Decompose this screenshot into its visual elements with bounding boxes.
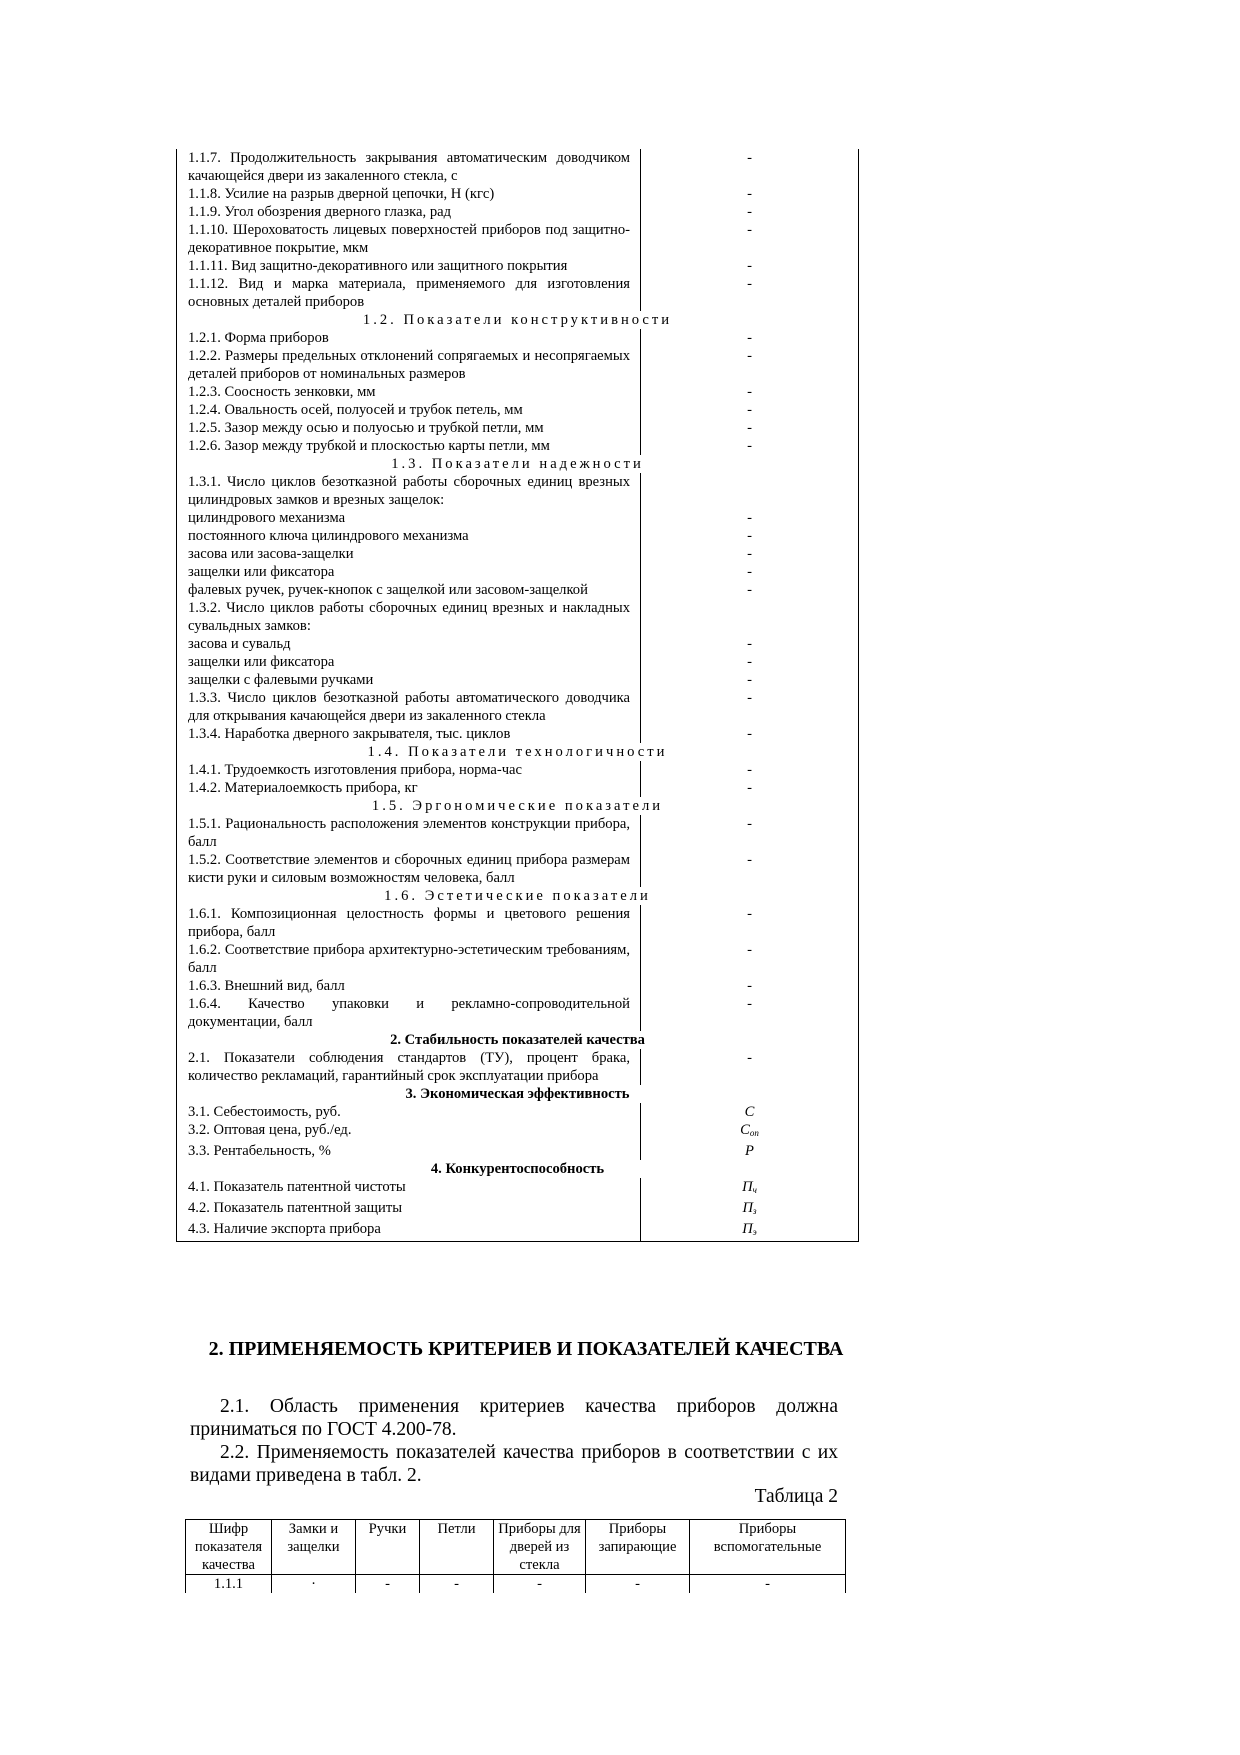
indicator-value	[641, 419, 859, 437]
column-header: Петли	[420, 1520, 494, 1575]
indicator-name: 1.1.12. Вид и марка материала, применяемого для изготовления основных деталей приборов	[177, 275, 641, 311]
indicator-name: 3.3. Рентабельность, %	[177, 1142, 641, 1160]
value-subscript: з	[753, 1206, 757, 1216]
table-row	[177, 545, 859, 563]
value-symbol: -	[747, 222, 752, 238]
indicator-value	[641, 527, 859, 545]
table-row	[177, 1199, 859, 1220]
table-row	[177, 1121, 859, 1142]
table-row	[177, 581, 859, 599]
value-symbol: -	[747, 582, 752, 598]
table-row	[177, 599, 859, 635]
value-symbol: -	[747, 186, 752, 202]
table-row	[177, 509, 859, 527]
table-row	[177, 419, 859, 437]
indicator-name: 1.4.2. Материалоемкость прибора, кг	[177, 779, 641, 797]
value-symbol: -	[747, 672, 752, 688]
quality-indicators-table	[176, 149, 859, 1242]
column-header: Приборы запирающие	[586, 1520, 690, 1575]
indicator-name: 1.2.4. Овальность осей, полуосей и трубок петель, мм	[177, 401, 641, 419]
indicator-value	[641, 1103, 859, 1121]
indicator-name: засова или засова-защелки	[177, 545, 641, 563]
value-subscript: э	[752, 1227, 757, 1237]
indicator-name: засова и сувальд	[177, 635, 641, 653]
column-header: Шифр показателя качества	[186, 1520, 272, 1575]
indicator-value	[641, 563, 859, 581]
paragraph-2-2: 2.2. Применяемость показателей качества приборов в соответствии с их видами приведена в табл. 2.	[190, 1442, 838, 1486]
table-row	[177, 977, 859, 995]
table-row	[177, 635, 859, 653]
indicator-value	[641, 851, 859, 887]
indicator-value	[641, 1049, 859, 1085]
table-row	[177, 851, 859, 887]
table-row	[177, 671, 859, 689]
value-symbol: -	[747, 996, 752, 1012]
indicator-value	[641, 905, 859, 941]
value-symbol: -	[747, 780, 752, 796]
indicator-value	[641, 725, 859, 743]
value-symbol: -	[747, 726, 752, 742]
table-row	[177, 995, 859, 1031]
indicator-name: цилиндрового механизма	[177, 509, 641, 527]
column-header: Приборы для дверей из стекла	[494, 1520, 586, 1575]
value-symbol: -	[747, 1050, 752, 1066]
indicator-value	[641, 1199, 859, 1220]
table-row	[177, 329, 859, 347]
table-row	[177, 203, 859, 221]
indicator-name: 1.1.10. Шероховатость лицевых поверхностей приборов под защитно-декоративное покрытие, мкм	[177, 221, 641, 257]
indicator-value	[641, 221, 859, 257]
indicator-name: 1.6.4. Качество упаковки и рекламно-сопроводительной документации, балл	[177, 995, 641, 1031]
table-row	[177, 221, 859, 257]
indicator-value	[641, 1121, 859, 1142]
indicator-value	[641, 995, 859, 1031]
indicator-value	[641, 473, 859, 509]
indicator-value	[641, 671, 859, 689]
table-row	[177, 905, 859, 941]
indicator-name: 1.6.3. Внешний вид, балл	[177, 977, 641, 995]
indicator-value	[641, 401, 859, 419]
indicator-name: 1.3.2. Число циклов работы сборочных единиц врезных и накладных сувальдных замков:	[177, 599, 641, 635]
section-row	[177, 797, 859, 815]
section-row	[177, 1160, 859, 1178]
value-symbol: -	[747, 654, 752, 670]
section-title: 3. Экономическая эффективность	[177, 1085, 859, 1103]
indicator-value	[641, 509, 859, 527]
indicator-value	[641, 941, 859, 977]
indicator-name: 4.2. Показатель патентной защиты	[177, 1199, 641, 1220]
value-symbol: -	[747, 636, 752, 652]
indicator-value	[641, 581, 859, 599]
table-cell: 1.1.1	[186, 1575, 272, 1594]
table-row	[177, 473, 859, 509]
paragraph-2-1: 2.1. Область применения критериев качества приборов должна приниматься по ГОСТ 4.200-78.	[190, 1396, 838, 1440]
indicator-name: 1.6.1. Композиционная целостность формы и цветового решения прибора, балл	[177, 905, 641, 941]
column-header: Ручки	[356, 1520, 420, 1575]
table-cell: -	[494, 1575, 586, 1594]
indicator-name: защелки или фиксатора	[177, 563, 641, 581]
indicator-value	[641, 653, 859, 671]
table-row	[177, 689, 859, 725]
indicator-value	[641, 1142, 859, 1160]
indicator-name: 1.2.5. Зазор между осью и полуосью и трубкой петли, мм	[177, 419, 641, 437]
indicator-value	[641, 185, 859, 203]
indicator-value	[641, 815, 859, 851]
table-row	[177, 779, 859, 797]
indicator-name: защелки с фалевыми ручками	[177, 671, 641, 689]
table-row	[177, 185, 859, 203]
section-row	[177, 1031, 859, 1049]
indicator-name: 1.2.6. Зазор между трубкой и плоскостью карты петли, мм	[177, 437, 641, 455]
value-symbol: -	[747, 204, 752, 220]
section-row	[177, 455, 859, 473]
indicator-name: 1.1.9. Угол обозрения дверного глазка, рад	[177, 203, 641, 221]
value-symbol: -	[747, 330, 752, 346]
indicator-value	[641, 257, 859, 275]
table-row	[177, 1049, 859, 1085]
indicator-name: 1.5.1. Рациональность расположения элементов конструкции прибора, балл	[177, 815, 641, 851]
section-heading: 2. ПРИМЕНЯЕМОСТЬ КРИТЕРИЕВ И ПОКАЗАТЕЛЕЙ КАЧЕСТВА	[208, 1338, 844, 1360]
table-row	[177, 941, 859, 977]
section-title: 4. Конкурентоспособность	[177, 1160, 859, 1178]
value-symbol: -	[747, 510, 752, 526]
section-title: 1.2. Показатели конструктивности	[177, 311, 859, 329]
value-symbol: -	[747, 690, 752, 706]
indicator-name: 1.3.4. Наработка дверного закрывателя, тыс. циклов	[177, 725, 641, 743]
value-symbol: -	[747, 420, 752, 436]
table-row	[177, 257, 859, 275]
table-cell: -	[356, 1575, 420, 1594]
indicator-value	[641, 779, 859, 797]
table-cell: -	[586, 1575, 690, 1594]
section-row	[177, 1085, 859, 1103]
value-symbol: -	[747, 978, 752, 994]
indicator-value	[641, 329, 859, 347]
table-row	[177, 761, 859, 779]
indicator-value	[641, 599, 859, 635]
value-symbol: C	[740, 1122, 750, 1138]
indicator-value	[641, 437, 859, 455]
indicator-name: 1.6.2. Соответствие прибора архитектурно-эстетическим требованиям, балл	[177, 941, 641, 977]
value-symbol: -	[747, 384, 752, 400]
indicator-value	[641, 149, 859, 185]
table-row	[177, 437, 859, 455]
value-symbol: -	[747, 402, 752, 418]
table-row	[177, 527, 859, 545]
indicator-name: 1.1.11. Вид защитно-декоративного или защитного покрытия	[177, 257, 641, 275]
indicator-name: 4.1. Показатель патентной чистоты	[177, 1178, 641, 1199]
indicator-value	[641, 689, 859, 725]
indicator-value	[641, 1178, 859, 1199]
table-row	[177, 1142, 859, 1160]
indicator-value	[641, 275, 859, 311]
section-title: 1.5. Эргономические показатели	[177, 797, 859, 815]
table-row	[177, 1220, 859, 1242]
value-symbol: -	[747, 528, 752, 544]
indicator-name: 1.3.1. Число циклов безотказной работы сборочных единиц врезных цилиндровых замков и врезных защелок:	[177, 473, 641, 509]
indicator-name: 1.2.3. Соосность зенковки, мм	[177, 383, 641, 401]
indicator-name: 1.2.2. Размеры предельных отклонений сопрягаемых и несопрягаемых деталей приборов от номинальных размеров	[177, 347, 641, 383]
table-row	[186, 1575, 846, 1594]
value-subscript: оп	[749, 1128, 759, 1138]
indicator-name: постоянного ключа цилиндрового механизма	[177, 527, 641, 545]
indicator-value	[641, 203, 859, 221]
section-title: 2. Стабильность показателей качества	[177, 1031, 859, 1049]
indicator-name: 1.4.1. Трудоемкость изготовления прибора, норма-час	[177, 761, 641, 779]
column-header: Приборы вспомогательные	[690, 1520, 846, 1575]
indicator-value	[641, 1220, 859, 1242]
indicator-value	[641, 977, 859, 995]
table-row	[177, 347, 859, 383]
table-cell: -	[690, 1575, 846, 1594]
value-symbol: -	[747, 906, 752, 922]
indicator-value	[641, 635, 859, 653]
table-row	[177, 383, 859, 401]
indicator-name: 1.1.8. Усилие на разрыв дверной цепочки, Н (кгс)	[177, 185, 641, 203]
indicator-value	[641, 383, 859, 401]
section-title: 1.4. Показатели технологичности	[177, 743, 859, 761]
indicator-name: 1.2.1. Форма приборов	[177, 329, 641, 347]
table-row	[177, 401, 859, 419]
value-symbol: -	[747, 942, 752, 958]
indicator-value	[641, 545, 859, 563]
value-symbol: -	[747, 150, 752, 166]
section-row	[177, 743, 859, 761]
value-symbol: -	[747, 852, 752, 868]
value-symbol: -	[747, 564, 752, 580]
section-row	[177, 311, 859, 329]
table-row	[177, 1103, 859, 1121]
table-row	[177, 815, 859, 851]
indicator-name: защелки или фиксатора	[177, 653, 641, 671]
table-cell: -	[420, 1575, 494, 1594]
value-symbol: -	[747, 348, 752, 364]
table-row	[177, 725, 859, 743]
value-symbol: -	[747, 816, 752, 832]
indicator-name: 3.2. Оптовая цена, руб./ед.	[177, 1121, 641, 1142]
table-row	[177, 149, 859, 185]
value-symbol: П	[742, 1200, 754, 1216]
table-row	[177, 275, 859, 311]
indicator-name: 1.3.3. Число циклов безотказной работы автоматического доводчика для открывания качающейся двери из закаленного стекла	[177, 689, 641, 725]
indicator-name: фалевых ручек, ручек-кнопок с защелкой или засовом-защелкой	[177, 581, 641, 599]
applicability-table	[185, 1519, 846, 1593]
column-header: Замки и защелки	[272, 1520, 356, 1575]
section-row	[177, 887, 859, 905]
value-symbol: -	[747, 258, 752, 274]
table-row	[177, 653, 859, 671]
indicator-value	[641, 347, 859, 383]
indicator-name: 2.1. Показатели соблюдения стандартов (ТУ), процент брака, количество рекламаций, гарантийный срок эксплуатации прибора	[177, 1049, 641, 1085]
value-symbol: П	[742, 1221, 753, 1237]
indicator-name: 1.1.7. Продолжительность закрывания автоматическим доводчиком качающейся двери из закаленного стекла, с	[177, 149, 641, 185]
indicator-name: 1.5.2. Соответствие элементов и сборочных единиц прибора размерам кисти руки и силовым возможностям человека, балл	[177, 851, 641, 887]
value-symbol: -	[747, 276, 752, 292]
table-caption: Таблица 2	[754, 1486, 838, 1507]
value-symbol: -	[747, 546, 752, 562]
indicator-value	[641, 761, 859, 779]
value-subscript: ч	[752, 1185, 757, 1195]
table-cell: ·	[272, 1575, 356, 1594]
table-row	[177, 1178, 859, 1199]
value-symbol: C	[744, 1104, 755, 1120]
table-row	[177, 563, 859, 581]
value-symbol: П	[742, 1179, 753, 1195]
value-symbol: -	[747, 762, 752, 778]
indicator-name: 3.1. Себестоимость, руб.	[177, 1103, 641, 1121]
section-title: 1.6. Эстетические показатели	[177, 887, 859, 905]
value-symbol: P	[745, 1143, 754, 1159]
section-title: 1.3. Показатели надежности	[177, 455, 859, 473]
indicator-name: 4.3. Наличие экспорта прибора	[177, 1220, 641, 1242]
value-symbol: -	[747, 438, 752, 454]
